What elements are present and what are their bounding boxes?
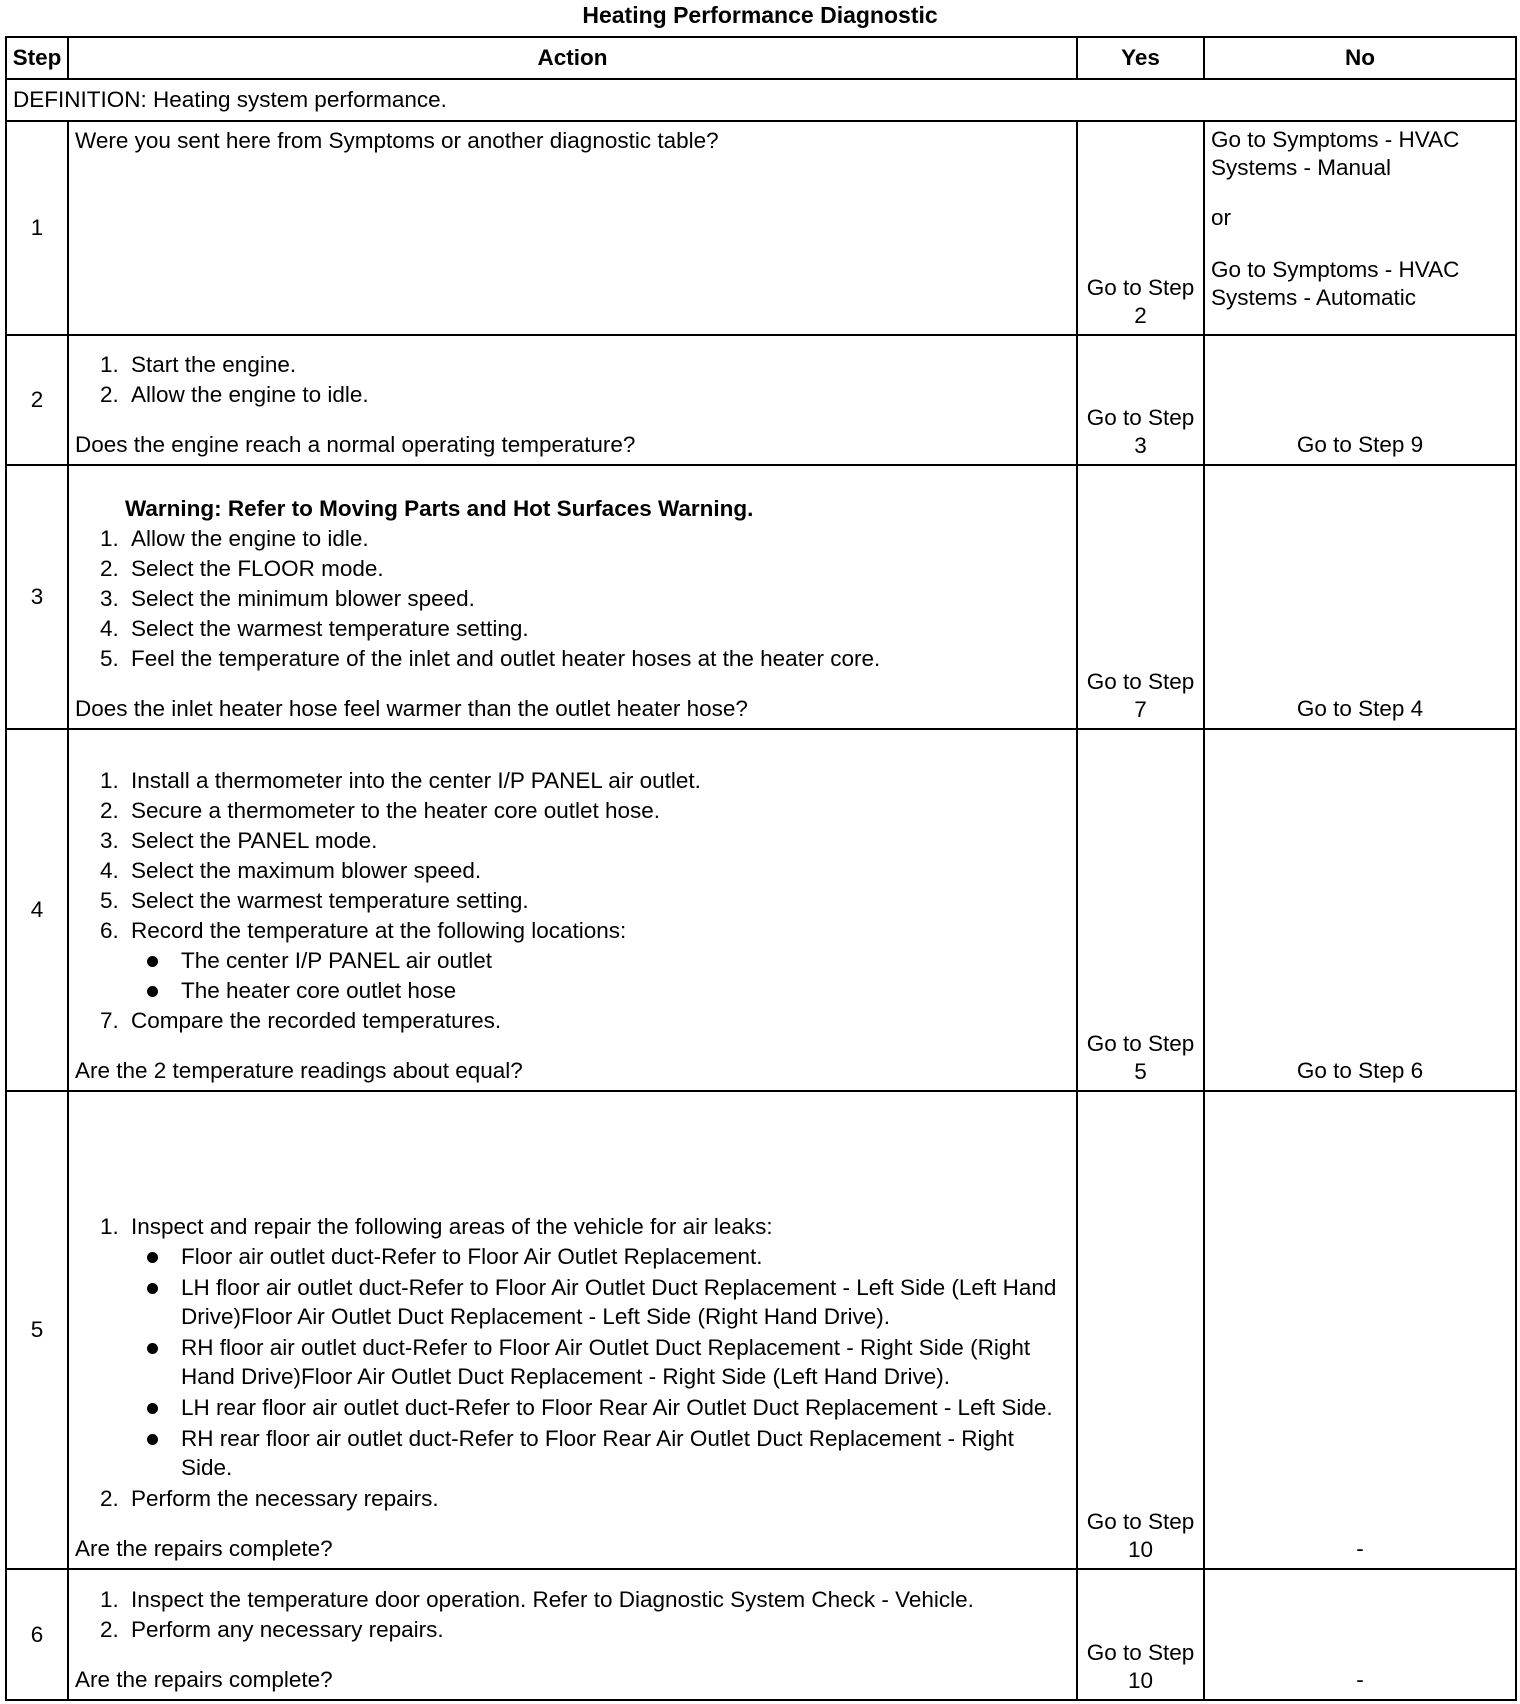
action-cell	[68, 465, 1077, 729]
no-cell: Go to Step 4	[1204, 465, 1516, 729]
table-row	[6, 729, 1516, 1091]
procedure-item: 3. Select the PANEL mode.	[125, 826, 1070, 856]
procedure-item: 7. Compare the recorded temperatures.	[125, 1006, 1070, 1036]
warning-text: Warning: Refer to Moving Parts and Hot Surfaces Warning.	[125, 496, 754, 521]
action-cell	[68, 1091, 1077, 1569]
procedure-item: 3. Select the minimum blower speed.	[125, 584, 1070, 614]
step-number: 2	[6, 335, 68, 465]
procedure-item: 5. Feel the temperature of the inlet and outlet heater hoses at the heater core.	[125, 644, 1070, 674]
procedure-item-text: Inspect and repair the following areas of the vehicle for air leaks:	[131, 1214, 773, 1239]
table-row	[6, 335, 1516, 465]
no-option-manual: Go to Symptoms - HVAC Systems - Manual	[1211, 127, 1460, 180]
step-question: Does the inlet heater hose feel warmer than the outlet heater hose?	[75, 696, 748, 721]
header-step: Step	[6, 37, 68, 79]
step-question: Are the 2 temperature readings about equal?	[75, 1058, 523, 1083]
procedure-list	[75, 1212, 1070, 1514]
step-question: Were you sent here from Symptoms or another diagnostic table?	[75, 128, 719, 153]
procedure-item: 1. Install a thermometer into the center I/P PANEL air outlet.	[125, 766, 1070, 796]
step-number: 1	[6, 121, 68, 335]
no-cell: -	[1204, 1091, 1516, 1569]
step-number: 6	[6, 1569, 68, 1700]
step-number: 4	[6, 729, 68, 1091]
procedure-list	[75, 1585, 1070, 1645]
procedure-item-text: Record the temperature at the following locations:	[131, 918, 627, 943]
table-row	[6, 121, 1516, 335]
procedure-item: 2. Secure a thermometer to the heater core outlet hose.	[125, 796, 1070, 826]
procedure-item: 2. Select the FLOOR mode.	[125, 554, 1070, 584]
leak-area-list	[131, 1242, 1070, 1482]
header-action: Action	[68, 37, 1077, 79]
location-item: The heater core outlet hose	[175, 976, 1070, 1006]
step-number: 5	[6, 1091, 68, 1569]
procedure-list	[75, 350, 1070, 410]
header-yes: Yes	[1077, 37, 1204, 79]
header-row	[6, 37, 1516, 79]
page-title: Heating Performance Diagnostic	[582, 2, 938, 28]
yes-cell: Go to Step 7	[1077, 465, 1204, 729]
action-cell	[68, 729, 1077, 1091]
procedure-item: 2. Perform any necessary repairs.	[125, 1615, 1070, 1645]
no-option-or: or	[1211, 205, 1232, 230]
leak-area-item: Floor air outlet duct-Refer to Floor Air Outlet Replacement.	[175, 1242, 1070, 1271]
location-list	[131, 946, 1070, 1006]
leak-area-item: RH rear floor air outlet duct-Refer to Floor Rear Air Outlet Duct Replacement - Right Side.	[175, 1424, 1070, 1482]
no-cell: Go to Step 6	[1204, 729, 1516, 1091]
step-question: Does the engine reach a normal operating temperature?	[75, 432, 636, 457]
table-row	[6, 1091, 1516, 1569]
leak-area-item: LH floor air outlet duct-Refer to Floor Air Outlet Duct Replacement - Left Side (Left Hand Drive)Floor Air Outlet Duct Replacement - Left Side (Right Hand Drive).	[175, 1273, 1070, 1331]
yes-cell: Go to Step 10	[1077, 1091, 1204, 1569]
procedure-item	[125, 916, 1070, 1006]
step-number: 3	[6, 465, 68, 729]
step-question: Are the repairs complete?	[75, 1667, 333, 1692]
procedure-item: 1. Inspect the temperature door operation. Refer to Diagnostic System Check - Vehicle.	[125, 1585, 1070, 1615]
step-question: Are the repairs complete?	[75, 1536, 333, 1561]
leak-area-item: RH floor air outlet duct-Refer to Floor Air Outlet Duct Replacement - Right Side (Right Hand Drive)Floor Air Outlet Duct Replacement - Right Side (Left Hand Drive).	[175, 1333, 1070, 1391]
no-option-automatic: Go to Symptoms - HVAC Systems - Automatic	[1211, 257, 1460, 310]
yes-cell: Go to Step 10	[1077, 1569, 1204, 1700]
table-row	[6, 465, 1516, 729]
header-no: No	[1204, 37, 1516, 79]
no-cell	[1204, 121, 1516, 335]
procedure-item	[125, 1212, 1070, 1482]
yes-cell: Go to Step 5	[1077, 729, 1204, 1091]
table-row	[6, 1569, 1516, 1700]
yes-cell: Go to Step 3	[1077, 335, 1204, 465]
definition-row	[6, 79, 1516, 121]
yes-cell: Go to Step 2	[1077, 121, 1204, 335]
no-cell: Go to Step 9	[1204, 335, 1516, 465]
procedure-list	[75, 524, 1070, 674]
procedure-item: 2. Perform the necessary repairs.	[125, 1484, 1070, 1514]
no-cell: -	[1204, 1569, 1516, 1700]
procedure-item: 4. Select the maximum blower speed.	[125, 856, 1070, 886]
action-cell	[68, 121, 1077, 335]
procedure-item: 4. Select the warmest temperature setting.	[125, 614, 1070, 644]
location-item: The center I/P PANEL air outlet	[175, 946, 1070, 976]
procedure-item: 1. Start the engine.	[125, 350, 1070, 380]
leak-area-item: LH rear floor air outlet duct-Refer to Floor Rear Air Outlet Duct Replacement - Left Side.	[175, 1393, 1070, 1422]
procedure-item: 1. Allow the engine to idle.	[125, 524, 1070, 554]
procedure-item: 2. Allow the engine to idle.	[125, 380, 1070, 410]
action-cell	[68, 335, 1077, 465]
diagnostic-table	[5, 36, 1517, 1701]
procedure-item: 5. Select the warmest temperature setting.	[125, 886, 1070, 916]
action-cell	[68, 1569, 1077, 1700]
procedure-list	[75, 766, 1070, 1036]
definition-text: DEFINITION: Heating system performance.	[6, 79, 1516, 121]
